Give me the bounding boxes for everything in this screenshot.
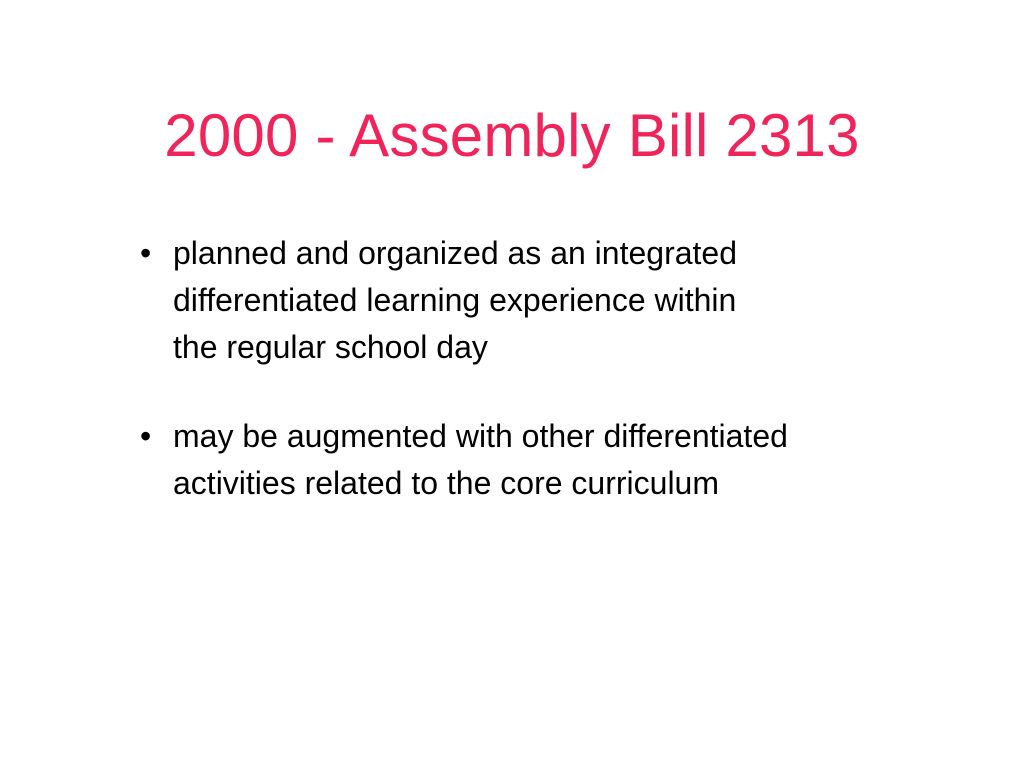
bullet-line: differentiated learning experience within xyxy=(173,282,737,318)
bullet-mark: • xyxy=(140,235,152,271)
bullet-item xyxy=(140,413,960,507)
bullet-line: activities related to the core curriculum xyxy=(173,465,719,501)
bullet-line: the regular school day xyxy=(173,329,488,365)
bullet-line: planned and organized as an integrated xyxy=(173,235,737,271)
bullet-item xyxy=(140,230,960,371)
bullet-line: may be augmented with other differentiated xyxy=(173,418,788,454)
bullet-list xyxy=(140,230,960,507)
slide-title: 2000 - Assembly Bill 2313 xyxy=(164,102,860,169)
bullet-mark: • xyxy=(140,418,152,454)
